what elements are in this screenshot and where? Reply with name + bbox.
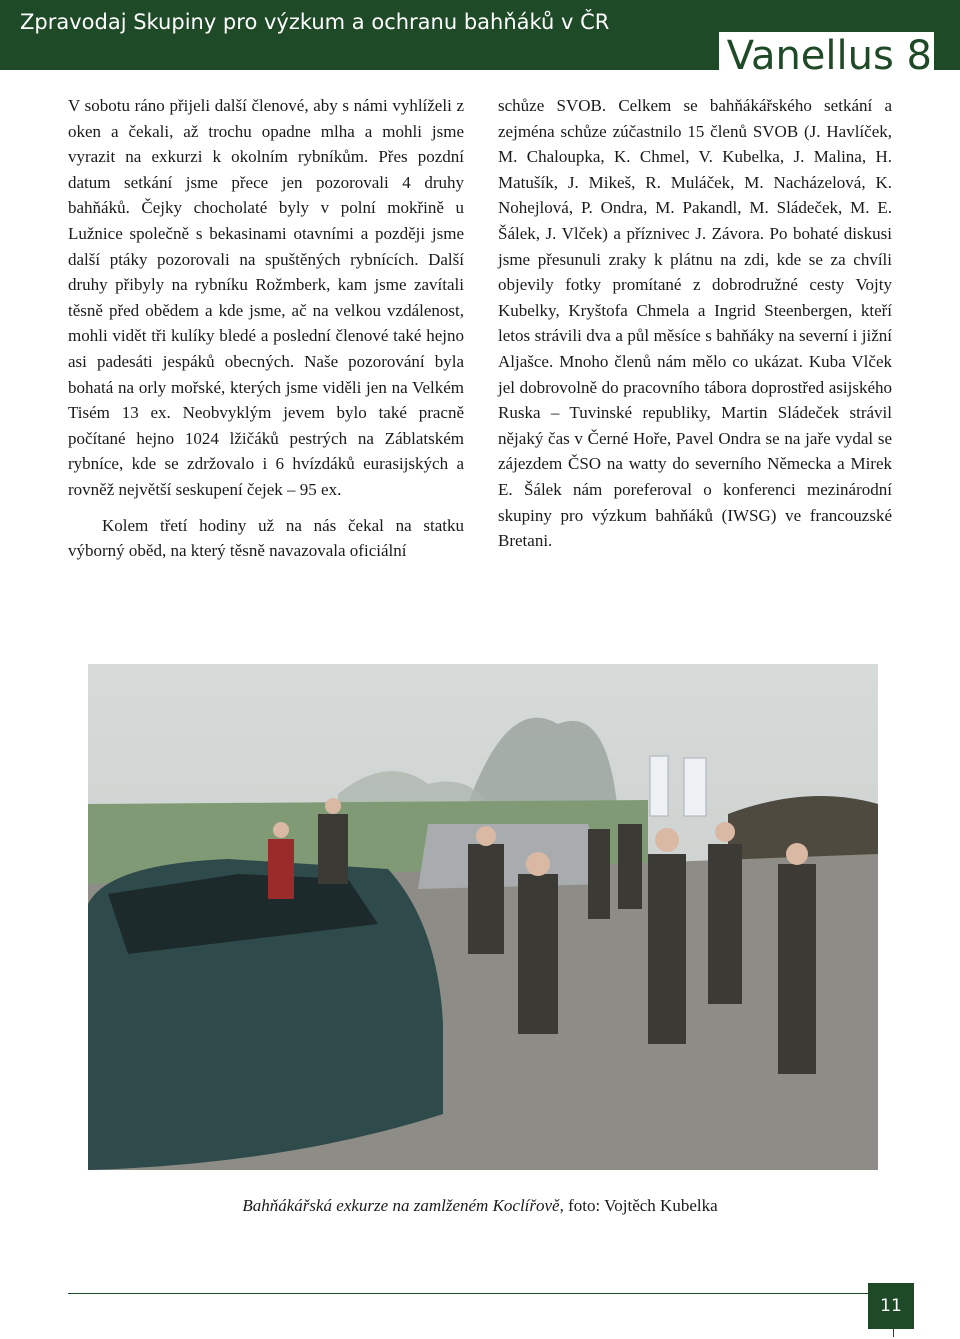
face [786,843,808,865]
page-tick [893,1329,894,1337]
newsletter-title: Zpravodaj Skupiny pro výzkum a ochranu bahňáků v ČR [20,10,610,34]
person [618,824,642,909]
page-number: 11 [868,1283,914,1329]
person [268,839,294,899]
silo [684,758,706,816]
face [476,826,496,846]
person [588,829,610,919]
face [715,822,735,842]
excursion-photo [88,664,878,1170]
silver-car [418,824,608,889]
caption-text: Bahňákářská exkurze na zamlženém Koclířově [242,1196,560,1215]
person [318,814,348,884]
person [468,844,504,954]
face [655,828,679,852]
person [708,844,742,1004]
face [273,822,289,838]
caption-author-last: Kubelka [655,1196,718,1215]
paragraph-meeting: schůze SVOB. Celkem se bahňákářského setkání a zejména schůze zúčastnilo 15 členů SVOB (J. Havlíček, M. Chaloupka, K. Chmel, V. Kubelka, J. Malina, H. Matušík, J. Mikeš, R. Muláček, M. Nacházelová, K. Nohejlová, P. Ondra, M. Pakandl, M. Sládeček, M. E. Šálek, J. Vlček) a příznivec J. Závora. Po bohaté diskusi jsme přesunuli zraky k plátnu na zdi, kde se za chvíli objevily fotky promítané z dobrodružné cesty Vojty Kubelky, Kryštofa Chmela a Ingrid Steenbergen, kteří letos strávili dva a půl měsíce s bahňáky na severní i jižní Aljašce. Mnoho členů nám mělo co ukázat. Kuba Vlček jel dobrovolně do pracovního tábora doprostřed asijského Ruska – Tuvinské republiky, Martin Sládeček strávil nějaký čas v Černé Hoře, Pavel Ondra se na jaře vydal se zájezdem ČSO na watty do severního Německa a Mirek E. Šálek nám poreferoval o konferenci mezinárodní skupiny pro výzkum bahňáků (IWSG) ve francouzské Bretani. [498,96,892,551]
paragraph-lunch: Kolem třetí hodiny už na nás čekal na statku výborný oběd, na který těsně navazovala oficiální [68,515,464,561]
right-column [498,93,892,554]
photo-illustration [88,664,878,1170]
paragraph-excursion: V sobotu ráno přijeli další členové, aby s námi vyhlíželi z oken a čekali, až trochu opadne mlha a mohli jsme vyrazit na exkurzi k okolním rybníkům. Přes pozdní datum setkání jsme přece jen pozorovali 4 druhy bahňáků. Čejky chocholaté byly v polní mokřině u Lužnice společně s bekasinami otavními a později jsme další ptáky pozorovali na spuštěných rybnících. Další druhy přibyly na rybníku Rožmberk, kam jsme zavítali těsně před obědem a kde jsme, ač na velkou vzdálenost, mohli vidět tři kulíky bledé a poslední členové také hejno asi padesáti jespáků obecných. Naše pozorování byla bohatá na orly mořské, kterých jsme viděli jen na Velkém Tisém 13 ex. Neobvyklým jevem bylo také pracně počítané hejno 1024 lžičáků pestrých na Záblatském rybníce, kde se zdržovalo i 6 hvízdáků eurasijských a rovněž největší seskupení čejek – 95 ex. [68,96,464,499]
face [526,852,550,876]
person [648,854,686,1044]
silo [650,756,668,816]
face [325,798,341,814]
person [518,874,558,1034]
person [778,864,816,1074]
caption-author-first: Vojtěch [604,1196,656,1215]
left-column [68,93,464,564]
journal-brand: Vanellus 8 [719,32,934,80]
footer-rule [68,1293,868,1294]
photo-caption [0,1196,960,1216]
caption-separator: , foto: [559,1196,605,1215]
